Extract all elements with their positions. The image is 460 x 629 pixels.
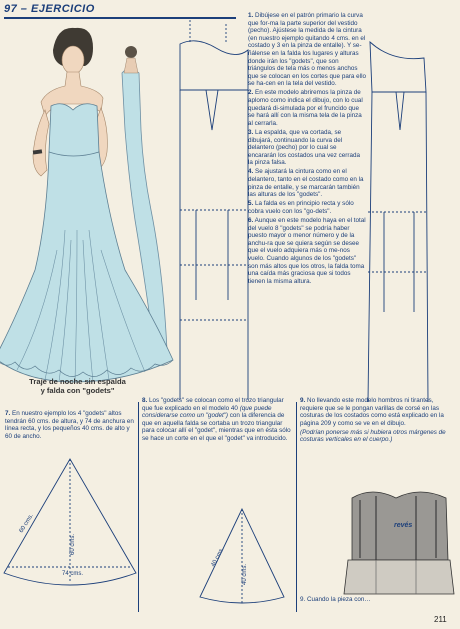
small-height-label: 40 cms.	[242, 563, 248, 585]
step-8: 8. Los "godets" se colocan como el trozo triangular que fue explicado en el modelo 40 (que puede considerarse como un "godet") con la diferencia de que en aquella falda se cortaba un trozo triangular para colocar allí el "godet", mientras que en ésta sólo se hace un corte en el que el "godet" va introducido.	[142, 397, 291, 442]
caption-line-1: Traje de noche sin espalda	[29, 377, 126, 386]
large-side-label: 60 cms.	[18, 513, 35, 535]
back-figure-head	[125, 46, 137, 58]
exercise-header	[4, 3, 95, 15]
reves-label: revés	[394, 522, 413, 529]
step-9: 9. No llevando este modelo hombros ni tirantes, requiere que se le pongan varillas de corsé en las costuras de los costados como está explicado en la página 209 y como se ve en el dibujo. (Podrían ponerse más si hubiera otros márgenes de costuras verticales en el cuerpo.)	[300, 397, 450, 446]
step-9-note: (Podrían ponerse más si hubiera otros márgenes de costuras verticales en el cuerpo.)	[300, 428, 446, 444]
small-godet-diagram	[196, 505, 296, 615]
gown-bodice	[49, 104, 99, 158]
figure-caption	[10, 377, 145, 395]
exercise-title: 97 – EJERCICIO	[4, 3, 95, 15]
large-height-label: 60 cms.	[70, 533, 76, 555]
header-rule	[4, 17, 236, 19]
step-9-bottom: 9. Cuando la pieza con…	[300, 596, 371, 603]
pattern-diagram-back	[362, 22, 442, 412]
caption-line-2: y falda con "godets"	[40, 386, 115, 395]
large-godet-diagram	[0, 455, 140, 605]
main-figure-face	[62, 46, 84, 74]
step-6: 6. Aunque en este modelo haya en el total del vuelo 8 "godets" se podría haber puesto mayor o menor número y de la anchu-ra que se quiera según se desee que el vuelo adquiera más o me-nos vuelo. Cuando algunos de los "godets" son más altos que los otros, la falda toma una caída más graciosa que si todos tienen la misma altura.	[248, 216, 366, 285]
step-7: 7. En nuestro ejemplo los 4 "godets" altos tendrán 60 cms. de altura, y 74 de anchura en línea recta, y los pequeños 40 cms. de alto y 60 de ancho.	[5, 410, 134, 440]
left-arm	[33, 110, 49, 176]
bodice-lining-illustration	[346, 484, 456, 604]
instructions-main	[248, 12, 366, 287]
step-5: 5. La falda es en principio recta y sólo cobra vuelo con los "go-dets".	[248, 200, 354, 215]
divider-right	[296, 402, 297, 612]
step-2: 2. En este modelo abriremos la pinza de aplomo como indica el dibujo, con lo cual quedará di-simulada por el fruncido que se hará allí con la misma tela de la pinza al cerrarla.	[248, 89, 363, 127]
step-4: 4. Se ajustará la cintura como en el delantero, tanto en el costado como en la pinza de entalle, y se marcarán también las alturas de los "godets".	[248, 168, 364, 199]
small-side-label: 40 cms.	[210, 546, 226, 568]
page-number: 211	[434, 615, 447, 624]
step-1: 1. Dibújese en el patrón primario la curva que for-ma la parte superior del vestido (pecho). Ajústese la medida de la cintura (en nuestro ejemplo quitando 4 cms. en el costado y 3 en la pinza de entalle). Y se-ñálense en la falda los lugares y alturas donde irán los "godets", que son triángulos de tela más o menos anchos que se colocan en los cortes que para ello se ha-cen en la tela del vestido.	[248, 12, 366, 88]
step-3: 3. La espalda, que va cortada, se dibujará, continuando la curva del delantero (pecho) por lo cual se encararán los costados una vez cerrada la pinza falsa.	[248, 128, 361, 167]
pattern-diagram	[176, 20, 256, 400]
large-base-label: 74 cms.	[62, 571, 84, 577]
